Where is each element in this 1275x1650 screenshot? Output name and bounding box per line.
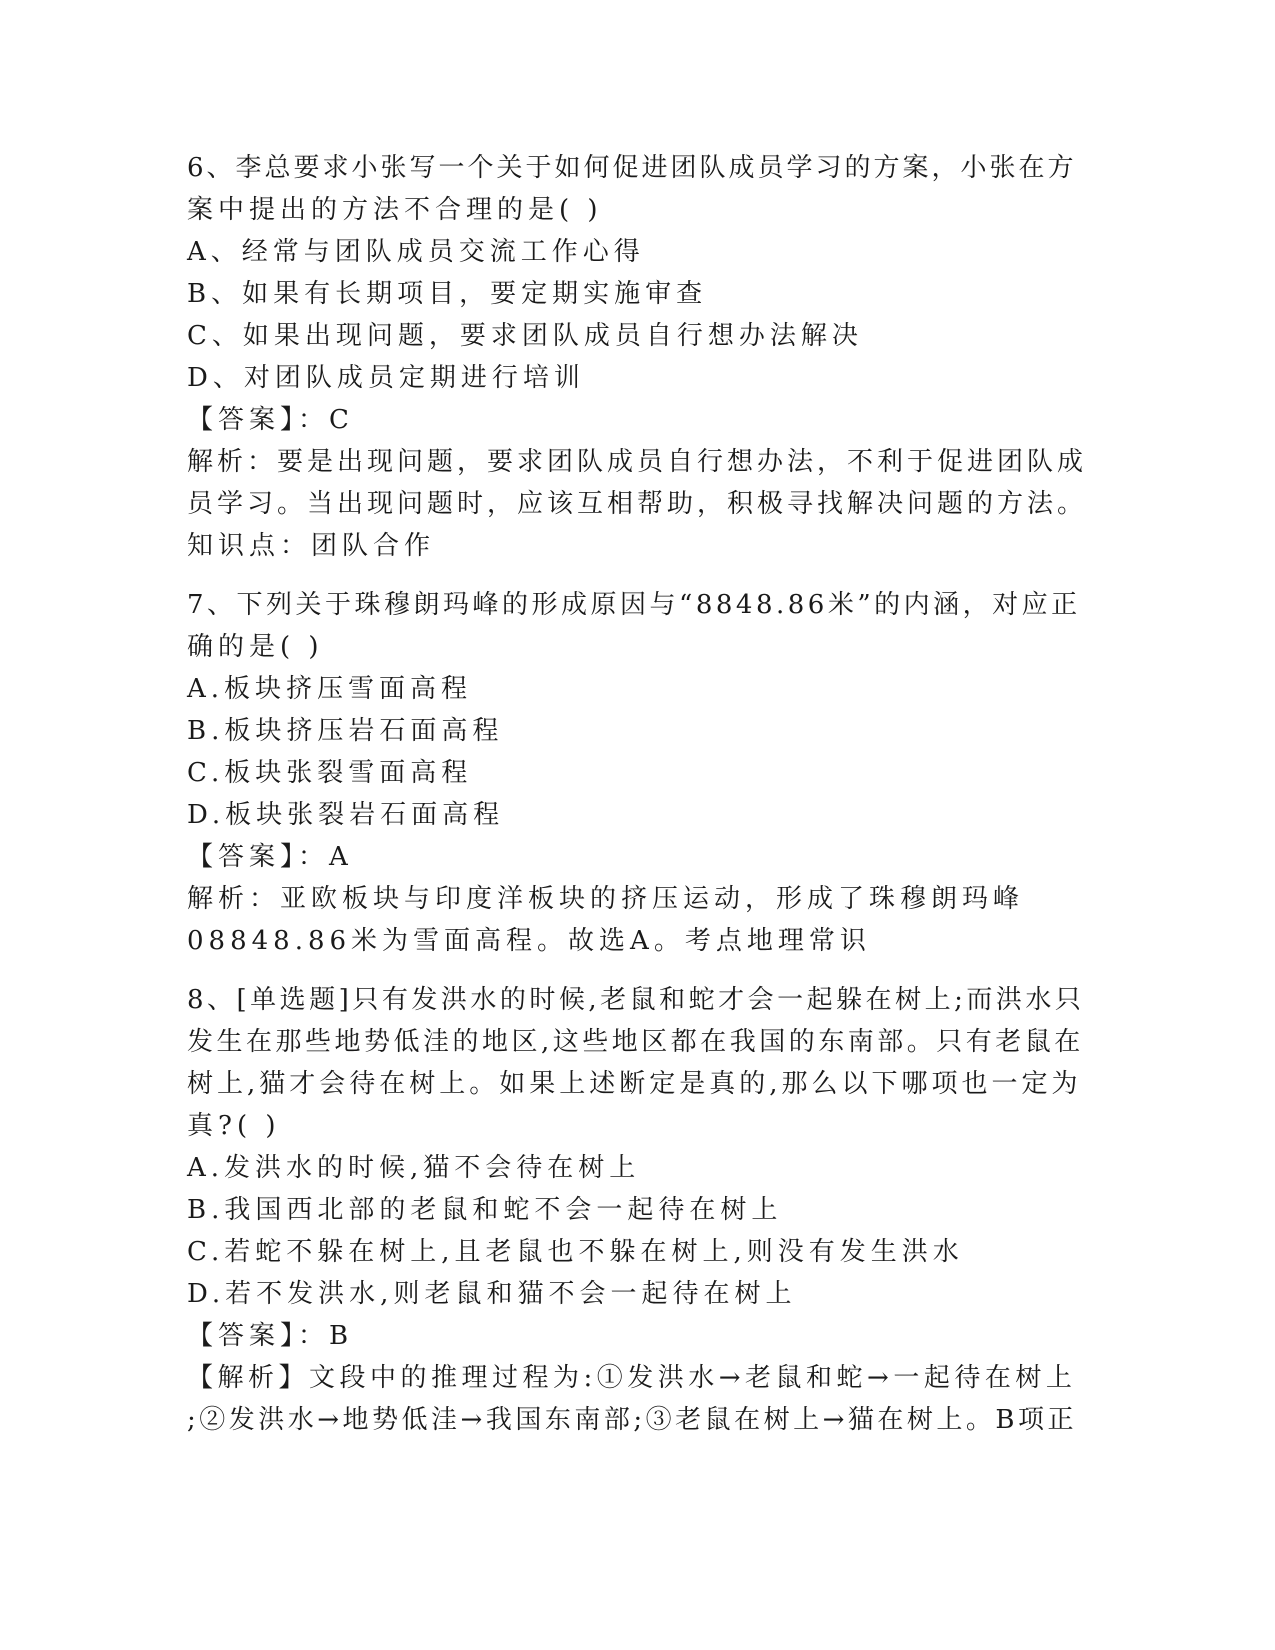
- question-8-option-d: D.若不发洪水,则老鼠和猫不会一起待在树上: [187, 1279, 797, 1309]
- question-7-option-c: C.板块张裂雪面高程: [187, 758, 473, 788]
- question-7-option-a: A.板块挤压雪面高程: [187, 674, 473, 704]
- question-6-stem-line-1: 6、李总要求小张写一个关于如何促进团队成员学习的方案，小张在方: [187, 153, 1077, 183]
- question-8-answer: 【答案】：B: [187, 1321, 354, 1351]
- question-7-stem-line-2: 确的是( ): [187, 632, 324, 662]
- question-6-stem-line-2: 案中提出的方法不合理的是( ): [187, 195, 603, 225]
- question-8-stem-line-3: 树上,猫才会待在树上。如果上述断定是真的,那么以下哪项也一定为: [187, 1069, 1082, 1099]
- question-8-stem-line-2: 发生在那些地势低洼的地区,这些地区都在我国的东南部。只有老鼠在: [187, 1027, 1084, 1057]
- question-6-option-b: B、如果有长期项目，要定期实施审查: [187, 279, 708, 309]
- question-7-stem-line-1: 7、下列关于珠穆朗玛峰的形成原因与“8848.86米”的内涵，对应正: [187, 590, 1081, 620]
- question-6-option-c: C、如果出现问题，要求团队成员自行想办法解决: [187, 321, 863, 351]
- question-8-option-b: B.我国西北部的老鼠和蛇不会一起待在树上: [187, 1195, 783, 1225]
- question-6-analysis-line-2: 员学习。当出现问题时，应该互相帮助，积极寻找解决问题的方法。: [187, 489, 1088, 519]
- question-7-option-d: D.板块张裂岩石面高程: [187, 800, 505, 830]
- question-6-option-a: A、经常与团队成员交流工作心得: [187, 237, 645, 267]
- question-7-analysis-line-1: 解析：亚欧板块与印度洋板块的挤压运动，形成了珠穆朗玛峰: [187, 884, 1025, 914]
- question-8-analysis-line-1: 【解析】文段中的推理过程为:①发洪水→老鼠和蛇→一起待在树上: [187, 1363, 1077, 1393]
- question-8-option-c: C.若蛇不躲在树上,且老鼠也不躲在树上,则没有发生洪水: [187, 1237, 964, 1267]
- question-6-answer: 【答案】：C: [187, 405, 354, 435]
- question-7-answer: 【答案】：A: [187, 842, 353, 872]
- question-8-stem-line-1: 8、[单选题]只有发洪水的时候,老鼠和蛇才会一起躲在树上;而洪水只: [187, 985, 1085, 1015]
- question-8-stem-line-4: 真?( ): [187, 1111, 281, 1141]
- question-7-option-b: B.板块挤压岩石面高程: [187, 716, 504, 746]
- question-6-analysis-line-1: 解析：要是出现问题，要求团队成员自行想办法，不利于促进团队成: [187, 447, 1088, 477]
- question-8-analysis-line-2: ;②发洪水→地势低洼→我国东南部;③老鼠在树上→猫在树上。B项正: [187, 1405, 1077, 1435]
- question-8-option-a: A.发洪水的时候,猫不会待在树上: [187, 1153, 641, 1183]
- question-7-analysis-line-2: 08848.86米为雪面高程。故选A。考点地理常识: [187, 926, 871, 956]
- question-6-knowledge-point: 知识点：团队合作: [187, 531, 436, 561]
- question-6-option-d: D、对团队成员定期进行培训: [187, 363, 585, 393]
